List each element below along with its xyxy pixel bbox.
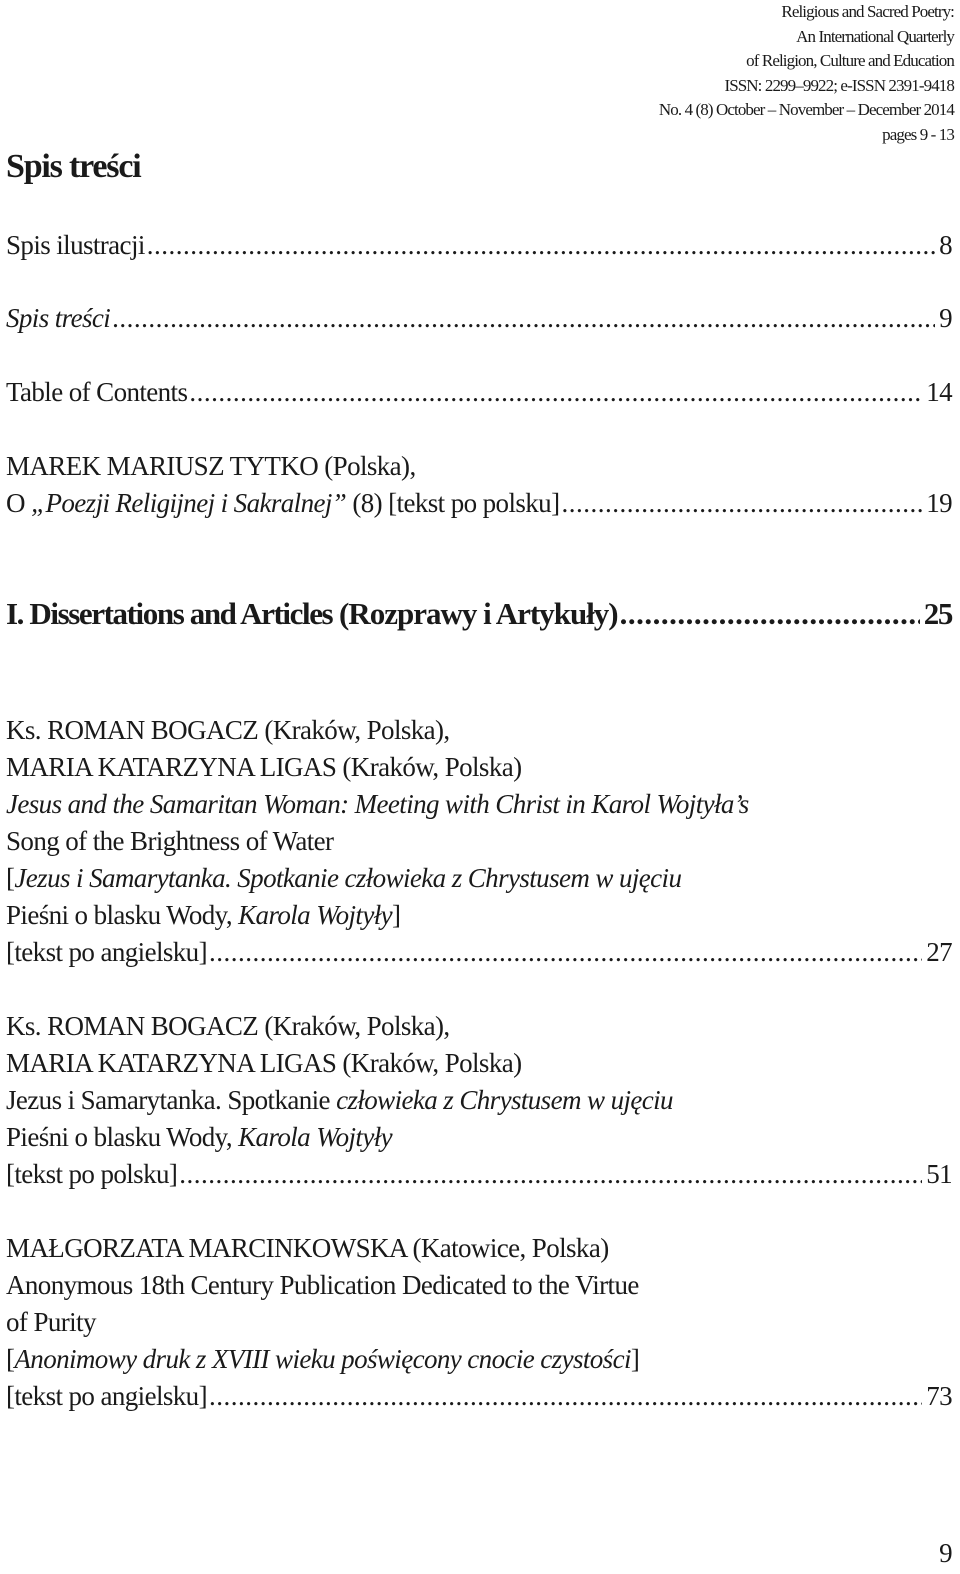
toc-language-note: [tekst po angielsku]: [6, 937, 207, 967]
toc-language-note: [tekst po angielsku]: [6, 1381, 207, 1411]
toc-author: Ks. ROMAN BOGACZ (Kraków, Polska),: [6, 1011, 450, 1041]
dot-leader: [189, 374, 922, 411]
toc-entry-contents-en[interactable]: [6, 374, 952, 411]
toc-entry-title: Anonymous 18th Century Publication Dedicated to the Virtue: [6, 1270, 639, 1300]
dot-leader: [112, 300, 935, 337]
dot-leader: [620, 595, 920, 632]
page-title: Spis treści: [6, 148, 141, 185]
journal-subtitle: An International Quarterly: [796, 26, 954, 46]
dot-leader: [179, 1156, 922, 1193]
section-title: I. Dissertations and Articles (Rozprawy i Artykuły): [6, 596, 618, 631]
toc-page-number: 14: [926, 377, 952, 407]
toc-entry-title-pl: [Anonimowy druk z XVIII wieku poświęcony cnocie czystości]: [6, 1344, 640, 1374]
dot-leader: [209, 934, 922, 971]
journal-issue: No. 4 (8) October – November – December 2014: [658, 100, 954, 120]
toc-language-note: [tekst po polsku]: [6, 1159, 178, 1189]
page-number: 9: [939, 1538, 952, 1568]
toc-entry-title: Table of Contents: [6, 377, 188, 407]
toc-page-number: 73: [926, 1381, 952, 1411]
toc-author: MARIA KATARZYNA LIGAS (Kraków, Polska): [6, 1048, 522, 1078]
toc-entry-title-pl: [Jezus i Samarytanka. Spotkanie człowieka z Chrystusem w ujęciu: [6, 863, 682, 893]
toc-author: Ks. ROMAN BOGACZ (Kraków, Polska),: [6, 715, 450, 745]
toc-entry-title-cont: Pieśni o blasku Wody, Karola Wojtyły: [6, 1122, 392, 1152]
journal-pages: pages 9 - 13: [882, 124, 954, 144]
journal-issn: ISSN: 2299–9922; e-ISSN 2391-9418: [724, 75, 954, 95]
toc-entry-tytko[interactable]: [6, 448, 952, 522]
toc-entry-title-pl-cont: Pieśni o blasku Wody, Karola Wojtyły]: [6, 900, 401, 930]
toc-entry-marcinkowska[interactable]: [6, 1230, 952, 1415]
toc-section-dissertations[interactable]: [6, 595, 952, 632]
journal-scope: of Religion, Culture and Education: [746, 51, 954, 71]
toc-entry-title: O „Poezji Religijnej i Sakralnej” (8) [tekst po polsku]: [6, 488, 560, 518]
toc-entry-bogacz-ligas-pl[interactable]: [6, 1008, 952, 1193]
dot-leader: [561, 485, 922, 522]
journal-header: [394, 0, 954, 148]
toc-entry-list-of-illustrations[interactable]: [6, 227, 952, 264]
journal-title: Religious and Sacred Poetry:: [781, 2, 954, 21]
toc-entry-title: Spis ilustracji: [6, 230, 145, 260]
toc-page-number: 27: [926, 937, 952, 967]
toc-page-number: 8: [939, 230, 952, 260]
toc-page-number: 9: [939, 303, 952, 333]
dot-leader: [209, 1378, 922, 1415]
toc-page-number: 25: [923, 596, 952, 631]
toc-author: MAŁGORZATA MARCINKOWSKA (Katowice, Polska): [6, 1233, 609, 1263]
toc-page-number: 19: [926, 488, 952, 518]
dot-leader: [147, 227, 935, 264]
toc-entry-bogacz-ligas-en[interactable]: [6, 712, 952, 971]
toc-entry-contents-pl[interactable]: [6, 300, 952, 337]
toc-author: MAREK MARIUSZ TYTKO (Polska),: [6, 451, 416, 481]
toc-entry-title-cont: Song of the Brightness of Water: [6, 826, 334, 856]
toc-entry-title: Jezus i Samarytanka. Spotkanie człowieka z Chrystusem w ujęciu: [6, 1085, 673, 1115]
toc-author: MARIA KATARZYNA LIGAS (Kraków, Polska): [6, 752, 522, 782]
toc-entry-title-cont: of Purity: [6, 1307, 96, 1337]
toc-entry-title: Jesus and the Samaritan Woman: Meeting with Christ in Karol Wojtyła’s: [6, 789, 749, 819]
toc-page-number: 51: [926, 1159, 952, 1189]
toc-entry-title: Spis treści: [6, 303, 111, 333]
